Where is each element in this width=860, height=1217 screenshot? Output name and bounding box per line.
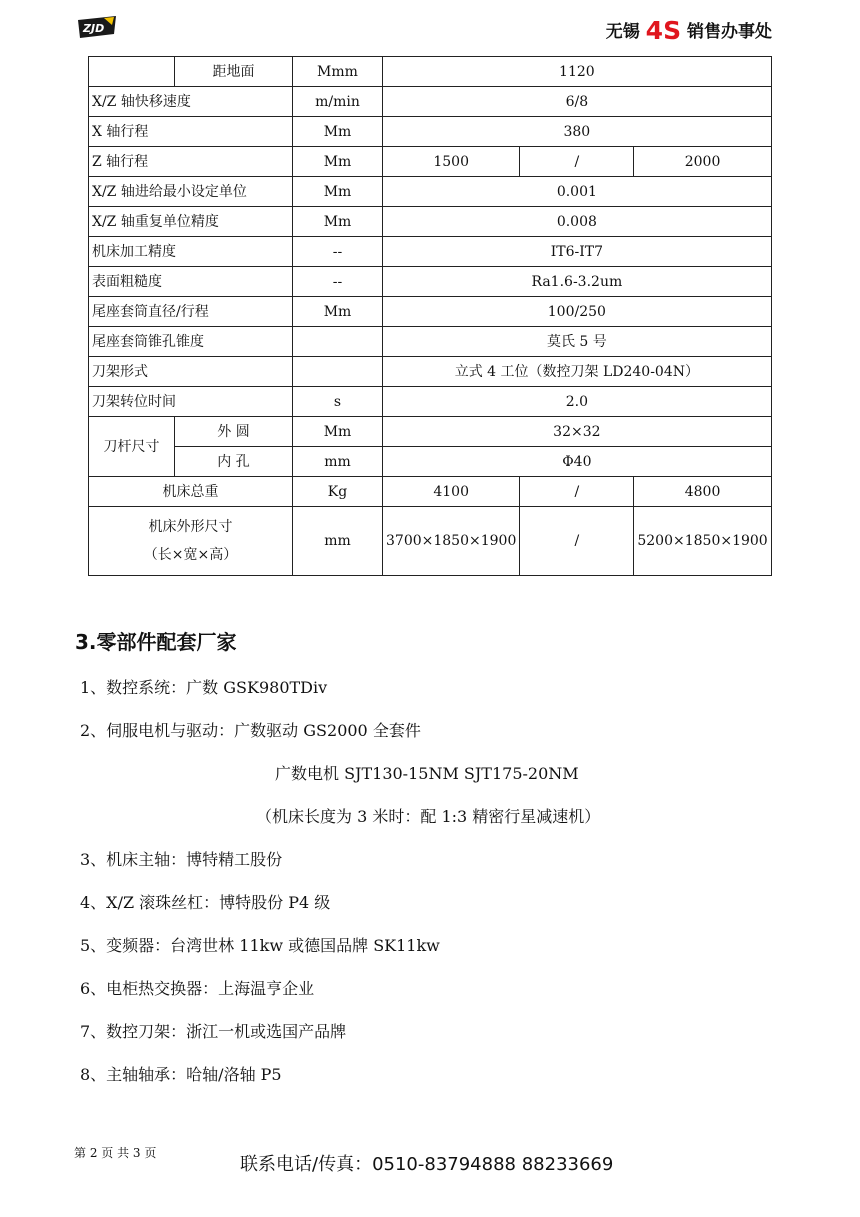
table-row bbox=[89, 447, 772, 477]
value-cell: 380 bbox=[383, 117, 772, 147]
unit-cell: s bbox=[293, 387, 383, 417]
list-item: 6、电柜热交换器：上海温亨企业 bbox=[80, 979, 315, 998]
list-item: 7、数控刀架：浙江一机或选国产品牌 bbox=[80, 1022, 347, 1041]
row-label: 刀架转位时间 bbox=[89, 387, 293, 417]
row-label: 表面粗糙度 bbox=[89, 267, 293, 297]
row-label: Z 轴行程 bbox=[89, 147, 293, 177]
table-row bbox=[89, 327, 772, 357]
table-row bbox=[89, 207, 772, 237]
value-cell: 1500 bbox=[383, 147, 520, 177]
value-cell: 4800 bbox=[634, 477, 771, 507]
unit-cell: Mm bbox=[293, 177, 383, 207]
value-cell: 0.001 bbox=[383, 177, 772, 207]
office-title: 无锡 4S 销售办事处 bbox=[605, 16, 772, 45]
table-row bbox=[89, 177, 772, 207]
unit-cell: -- bbox=[293, 237, 383, 267]
value-cell: 6/8 bbox=[383, 87, 772, 117]
row-label: X/Z 轴重复单位精度 bbox=[89, 207, 293, 237]
contact-line: 联系电话/传真：0510-83794888 88233669 bbox=[240, 1154, 614, 1175]
table-row bbox=[89, 357, 772, 387]
table-row bbox=[89, 387, 772, 417]
value-cell: 5200×1850×1900 bbox=[634, 507, 771, 576]
row-label: 机床外形尺寸 （长×宽×高） bbox=[89, 507, 293, 576]
value-cell: / bbox=[520, 147, 634, 177]
value-cell: 0.008 bbox=[383, 207, 772, 237]
row-label: 机床总重 bbox=[89, 477, 293, 507]
value-cell: / bbox=[520, 477, 634, 507]
table-row bbox=[89, 237, 772, 267]
value-cell: 1120 bbox=[383, 57, 772, 87]
table-row bbox=[89, 147, 772, 177]
list-item: 8、主轴轴承：哈轴/洛轴 P5 bbox=[80, 1065, 282, 1084]
row-label: X/Z 轴快移速度 bbox=[89, 87, 293, 117]
spec-table bbox=[88, 56, 772, 576]
value-cell: Ra1.6-3.2um bbox=[383, 267, 772, 297]
page-number: 第 2 页 共 3 页 bbox=[74, 1146, 157, 1160]
list-item: 2、伺服电机与驱动：广数驱动 GS2000 全套件 bbox=[80, 721, 421, 740]
row-label: X 轴行程 bbox=[89, 117, 293, 147]
unit-cell: Mm bbox=[293, 417, 383, 447]
table-row bbox=[89, 267, 772, 297]
section-title: 3.零部件配套厂家 bbox=[75, 630, 237, 654]
value-cell: 2.0 bbox=[383, 387, 772, 417]
table-row bbox=[89, 297, 772, 327]
unit-cell: Mm bbox=[293, 147, 383, 177]
row-label: 机床加工精度 bbox=[89, 237, 293, 267]
unit-cell: Mmm bbox=[293, 57, 383, 87]
value-cell: Φ40 bbox=[383, 447, 772, 477]
value-cell: 4100 bbox=[383, 477, 520, 507]
row-label: 尾座套筒锥孔锥度 bbox=[89, 327, 293, 357]
unit-cell: Kg bbox=[293, 477, 383, 507]
list-item: 4、X/Z 滚珠丝杠：博特股份 P4 级 bbox=[80, 893, 331, 912]
value-cell: 3700×1850×1900 bbox=[383, 507, 520, 576]
table-row bbox=[89, 507, 772, 576]
unit-cell: Mm bbox=[293, 297, 383, 327]
sub-label: 内 孔 bbox=[175, 447, 293, 477]
list-item: （机床长度为 3 米时：配 1:3 精密行星减速机） bbox=[256, 807, 601, 826]
row-label: 刀架形式 bbox=[89, 357, 293, 387]
unit-cell: Mm bbox=[293, 207, 383, 237]
list-item: 5、变频器：台湾世林 11kw 或德国品牌 SK11kw bbox=[80, 936, 440, 955]
svg-text:ZJD: ZJD bbox=[83, 22, 105, 35]
value-cell: 莫氏 5 号 bbox=[383, 327, 772, 357]
table-row bbox=[89, 417, 772, 447]
value-cell: 2000 bbox=[634, 147, 771, 177]
row-label: 刀杆尺寸 bbox=[89, 417, 175, 477]
value-cell: IT6-IT7 bbox=[383, 237, 772, 267]
table-row bbox=[89, 477, 772, 507]
company-logo bbox=[78, 16, 116, 38]
unit-cell: m/min bbox=[293, 87, 383, 117]
row-label: 尾座套筒直径/行程 bbox=[89, 297, 293, 327]
sub-label: 外 圆 bbox=[175, 417, 293, 447]
unit-cell: mm bbox=[293, 447, 383, 477]
row-label: X/Z 轴进给最小设定单位 bbox=[89, 177, 293, 207]
value-cell: 立式 4 工位（数控刀架 LD240-04N） bbox=[383, 357, 772, 387]
row-label: 距地面 bbox=[175, 57, 293, 87]
unit-cell: mm bbox=[293, 507, 383, 576]
list-item: 3、机床主轴：博特精工股份 bbox=[80, 850, 283, 869]
list-item: 1、数控系统：广数 GSK980TDiv bbox=[80, 678, 328, 697]
unit-cell: -- bbox=[293, 267, 383, 297]
list-item: 广数电机 SJT130-15NM SJT175-20NM bbox=[275, 764, 579, 783]
unit-cell: Mm bbox=[293, 117, 383, 147]
table-row bbox=[89, 87, 772, 117]
value-cell: 32×32 bbox=[383, 417, 772, 447]
table-row bbox=[89, 117, 772, 147]
table-row bbox=[89, 57, 772, 87]
value-cell: / bbox=[520, 507, 634, 576]
value-cell: 100/250 bbox=[383, 297, 772, 327]
